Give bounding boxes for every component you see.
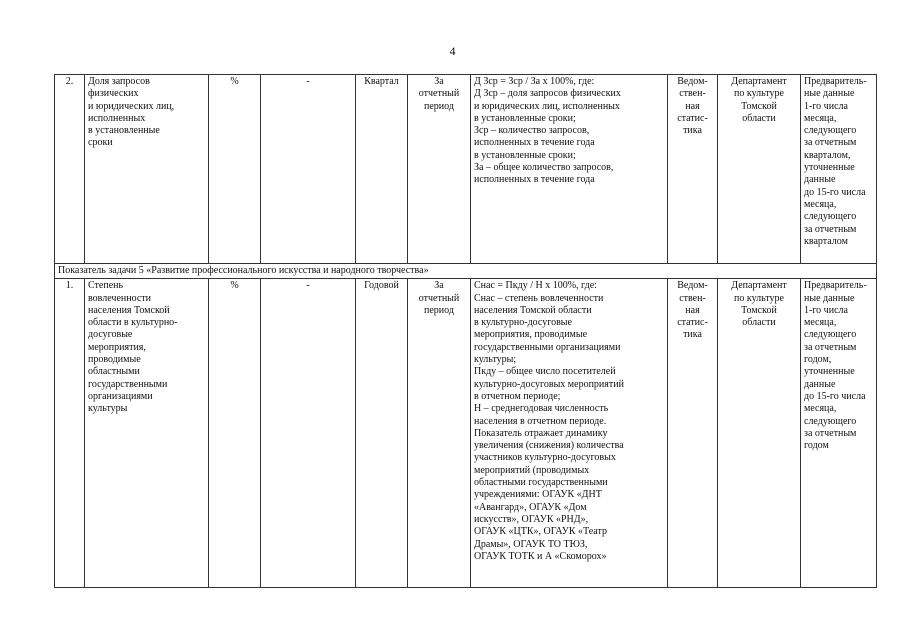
department-cell: Департамент по культуре Томской области <box>718 279 801 588</box>
term-cell: За отчетный период <box>408 75 471 264</box>
row-number: 2. <box>55 75 85 264</box>
term-cell: За отчетный период <box>408 279 471 588</box>
dash-cell: - <box>261 75 356 264</box>
page-number: 4 <box>449 44 456 58</box>
unit-cell: % <box>209 279 261 588</box>
section-title: Показатель задачи 5 «Развитие профессионального искусства и народного творчества» <box>55 264 877 279</box>
deadline-cell: Предваритель- ные данные 1-го числа месяца, следующего за отчетным кварталом, уточненные данные до 15-го числа месяца, следующего за отчетным кварталом <box>801 75 877 264</box>
period-cell: Квартал <box>356 75 408 264</box>
formula-cell: Снас = Пкду / Н х 100%, где: Снас – степень вовлеченности населения Томской области в культурно-досуговые мероприятия, проводимые государственными организациями культуры; Пкду – общее число посетителей культурно-досуговых мероприятий в отчетном периоде; Н – среднегодовая численность населения в отчетном периоде. Показатель отражает динамику увеличения (снижения) количества участников культурно-досуговых мероприятий (проводимых областными государственными учреждениями: ОГАУК «ДНТ «Авангард», ОГАУК «Дом искусств», ОГАУК «РНД», ОГАУК «ЦТК», ОГАУК «Театр Драмы», ОГАУК ТО ТЮЗ, ОГАУК ТОТК и А «Скоморох» <box>471 279 668 588</box>
table-row <box>55 279 877 588</box>
table-row <box>55 75 877 264</box>
source-cell: Ведом- ствен- ная статис- тика <box>668 75 718 264</box>
source-cell: Ведом- ствен- ная статис- тика <box>668 279 718 588</box>
indicator-table <box>54 74 877 588</box>
row-number: 1. <box>55 279 85 588</box>
section-row <box>55 264 877 279</box>
formula-cell: Д Зср = Зср / За х 100%, где: Д Зср – доля запросов физических и юридических лиц, исполненных в установленные сроки; Зср – количество запросов, исполненных в течение года в установленные сроки; За – общее количество запросов, исполненных в течение года <box>471 75 668 264</box>
indicator-name: Степень вовлеченности населения Томской области в культурно- досуговые мероприятия, проводимые областными государственными организациями культуры <box>85 279 209 588</box>
dash-cell: - <box>261 279 356 588</box>
unit-cell: % <box>209 75 261 264</box>
indicator-name: Доля запросов физических и юридических лиц, исполненных в установленные сроки <box>85 75 209 264</box>
period-cell: Годовой <box>356 279 408 588</box>
department-cell: Департамент по культуре Томской области <box>718 75 801 264</box>
deadline-cell: Предваритель- ные данные 1-го числа месяца, следующего за отчетным годом, уточненные данные до 15-го числа месяца, следующего за отчетным годом <box>801 279 877 588</box>
